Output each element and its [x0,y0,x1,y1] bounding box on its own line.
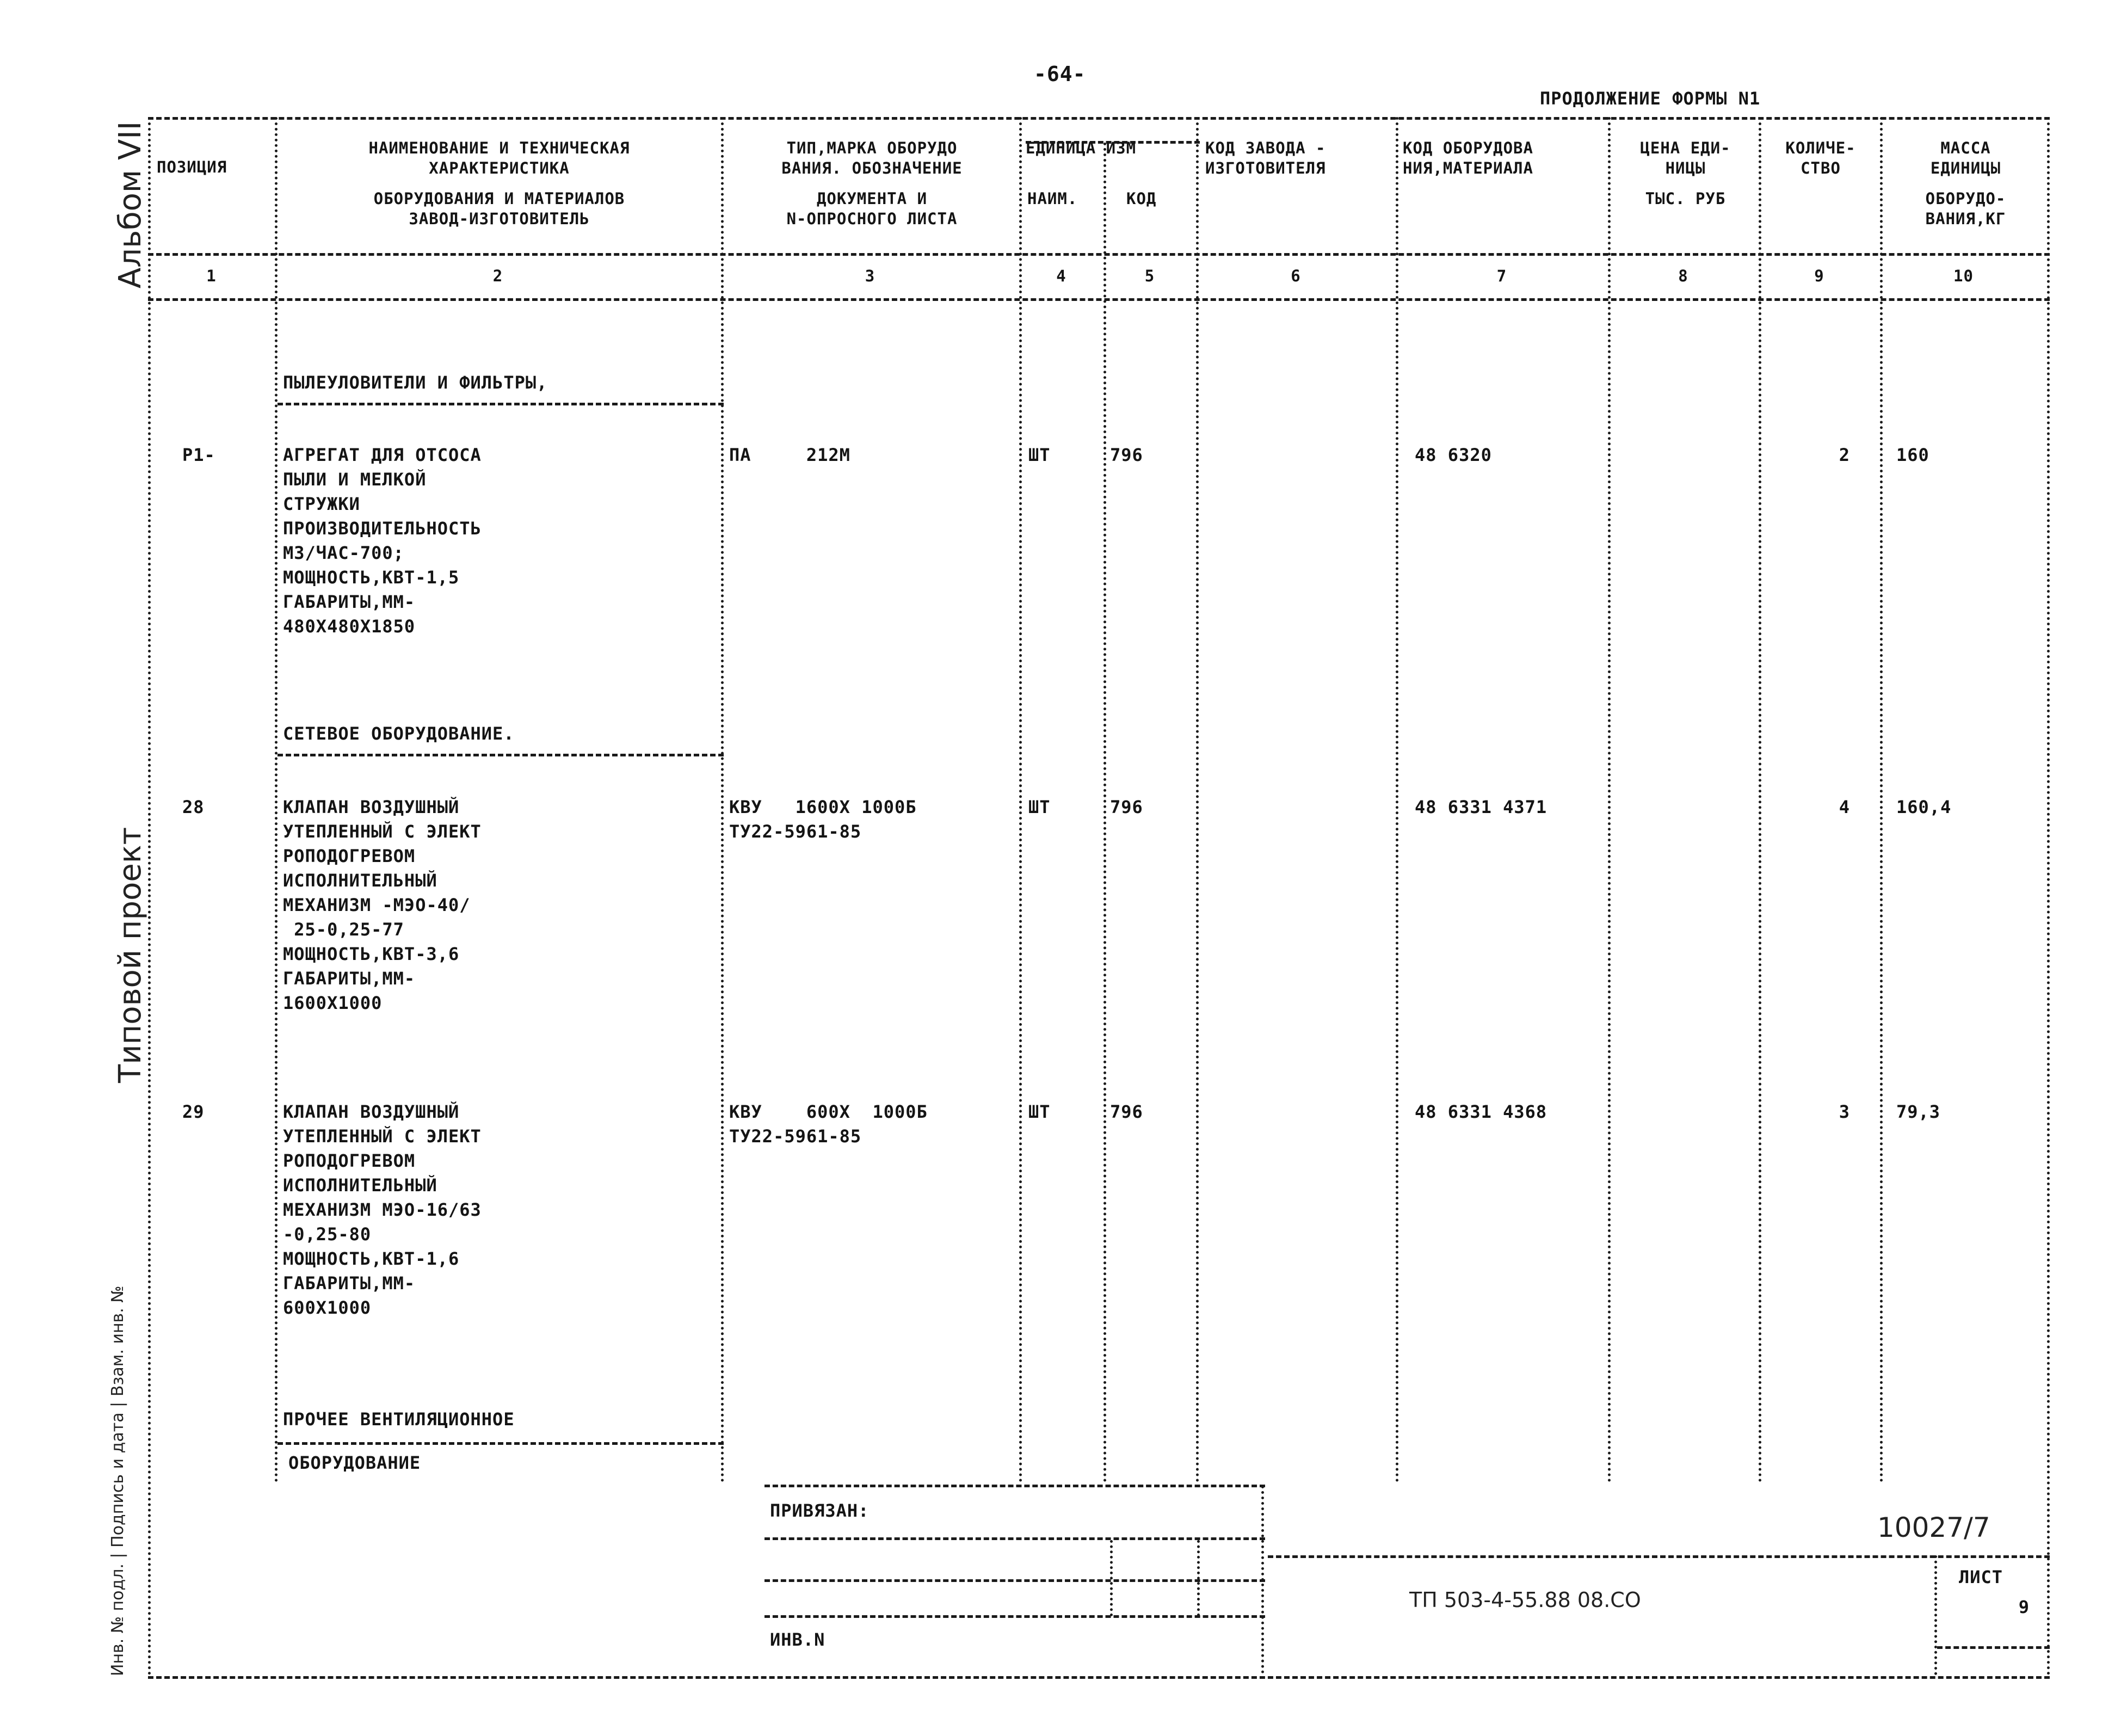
table-bottom-border [148,1676,2050,1679]
stamp-line [764,1537,1265,1540]
header-type-4: N-ОПРОСНОГО ЛИСТА [786,210,958,228]
row-position: 29 [182,1101,205,1122]
column-border [1608,117,1611,1483]
header-equip-code-2: НИЯ,МАТЕРИАЛА [1403,159,1533,177]
header-type-1: ТИП,МАРКА ОБОРУДО [786,139,958,157]
header-type-3: ДОКУМЕНТА И [816,189,928,208]
col-number-7: 7 [1496,267,1507,285]
section-underline [278,1442,724,1445]
col-number-5: 5 [1144,267,1155,285]
row-name-line: МЕХАНИЗМ МЭО-16/63 [283,1199,482,1220]
row-name-line: 480Х480Х1850 [283,616,416,637]
header-qty-1: КОЛИЧЕ- [1785,139,1856,157]
row-unit: ШТ [1028,1101,1051,1122]
header-qty-2: СТВО [1801,159,1841,177]
row-unit: ШТ [1028,445,1051,465]
header-price-1: ЦЕНА ЕДИ- [1640,139,1731,157]
col-number-9: 9 [1814,267,1824,285]
sheet-value: 9 [2018,1597,2030,1617]
section-underline [278,754,724,756]
section-heading: ПРОЧЕЕ ВЕНТИЛЯЦИОННОЕ [283,1409,515,1430]
column-border [721,117,724,1483]
row-name-line: КЛАПАН ВОЗДУШНЫЙ [283,1101,460,1122]
row-unit-code: 796 [1110,797,1143,817]
column-border [1759,117,1761,1483]
row-equip-code: 48 6320 [1415,445,1492,465]
row-name-line: ГАБАРИТЫ,ММ- [283,1273,416,1294]
header-factory-code-2: ИЗГОТОВИТЕЛЯ [1205,159,1326,177]
row-name-line: ПЫЛИ И МЕЛКОЙ [283,469,427,490]
row-name-line: ИСПОЛНИТЕЛЬНЫЙ [283,870,437,891]
header-type-2: ВАНИЯ. ОБОЗНАЧЕНИЕ [781,159,963,177]
header-mass-4: ВАНИЯ,КГ [1925,210,2006,228]
column-border [1196,117,1199,1483]
row-equip-code: 48 6331 4368 [1415,1101,1547,1122]
row-name-line: АГРЕГАТ ДЛЯ ОТСОСА [283,445,482,465]
row-type-line: КВУ 1600Х 1000Б [729,797,917,817]
header-name-1: НАИМЕНОВАНИЕ И ТЕХНИЧЕСКАЯ [368,139,630,157]
header-mass-1: МАССА [1940,139,1991,157]
row-name-line: ПРОИЗВОДИТЕЛЬНОСТЬ [283,518,482,539]
row-name-line: 25-0,25-77 [283,919,404,940]
column-border [2047,117,2050,1676]
row-name-line: МОЩНОСТЬ,КВТ-3,6 [283,944,460,964]
row-mass: 160,4 [1896,797,1952,817]
col-number-8: 8 [1678,267,1688,285]
stamp-border [1110,1540,1113,1616]
row-name-line: КЛАПАН ВОЗДУШНЫЙ [283,797,460,817]
column-border [1396,117,1398,1483]
row-unit: ШТ [1028,797,1051,817]
stamp-inv: ИНВ.N [770,1629,825,1650]
row-name-line: УТЕПЛЕННЫЙ С ЭЛЕКТ [283,821,482,842]
row-qty: 3 [1839,1101,1850,1122]
stamp-privyazan: ПРИВЯЗАН: [770,1500,870,1521]
row-mass: 79,3 [1896,1101,1941,1122]
column-border [148,117,151,1676]
header-mass-2: ЕДИНИЦЫ [1930,159,2001,177]
row-equip-code: 48 6331 4371 [1415,797,1547,817]
row-name-line: РОПОДОГРЕВОМ [283,1150,416,1171]
col-number-3: 3 [865,267,875,285]
numbers-bottom-border [148,298,2050,301]
stamp-line [1937,1646,2050,1649]
row-type-line: КВУ 600Х 1000Б [729,1101,928,1122]
section-heading: ОБОРУДОВАНИЕ [288,1452,421,1473]
header-bottom-border [148,253,2050,256]
table-top-border [148,117,2050,120]
column-border [275,117,278,1483]
row-name-line: ИСПОЛНИТЕЛЬНЫЙ [283,1175,437,1196]
header-name-3: ОБОРУДОВАНИЯ И МАТЕРИАЛОВ [373,189,625,208]
header-unit-code: КОД [1126,189,1157,208]
document-number: ТП 503-4-55.88 08.СО [1409,1588,1641,1612]
row-name-line: -0,25-80 [283,1224,372,1245]
row-mass: 160 [1896,445,1929,465]
section-heading: ПЫЛЕУЛОВИТЕЛИ И ФИЛЬТРЫ, [283,372,548,393]
stamp-line [764,1615,1265,1618]
project-label: Типовой проект [113,827,148,1083]
row-position: 28 [182,797,205,817]
header-name-4: ЗАВОД-ИЗГОТОВИТЕЛЬ [409,210,590,228]
column-border [1019,117,1022,1483]
section-underline [278,403,724,405]
column-border [1103,143,1106,1483]
row-name-line: МОЩНОСТЬ,КВТ-1,5 [283,567,460,588]
column-border [1880,117,1883,1483]
row-name-line: МЕХАНИЗМ -МЭО-40/ [283,895,471,915]
row-qty: 4 [1839,797,1850,817]
header-position: ПОЗИЦИЯ [157,158,227,176]
row-name-line: М3/ЧАС-700; [283,543,404,563]
col-number-6: 6 [1291,267,1301,285]
header-unit-name: НАИМ. [1027,189,1078,208]
col-number-2: 2 [492,267,503,285]
header-price-2: НИЦЫ [1665,159,1706,177]
row-unit-code: 796 [1110,1101,1143,1122]
stamp-border [1261,1486,1264,1673]
row-position: Р1- [182,445,215,465]
stamp-line [1268,1555,2050,1558]
stamp-border [1934,1555,1937,1675]
col-number-10: 10 [1953,267,1974,285]
stamp-line [764,1579,1265,1582]
header-mass-3: ОБОРУДО- [1925,189,2006,208]
header-equip-code-1: КОД ОБОРУДОВА [1403,139,1533,157]
section-heading: СЕТЕВОЕ ОБОРУДОВАНИЕ. [283,723,515,744]
sheet-label: ЛИСТ [1959,1567,2003,1587]
row-name-line: МОЩНОСТЬ,КВТ-1,6 [283,1248,460,1269]
row-name-line: УТЕПЛЕННЫЙ С ЭЛЕКТ [283,1126,482,1147]
row-name-line: 600Х1000 [283,1297,372,1318]
stamp-border [1197,1540,1200,1616]
header-price-3: ТЫС. РУБ [1645,189,1726,208]
header-unit: ЕДИНИЦА ИЗМ [1026,139,1137,157]
header-name-2: ХАРАКТЕРИСТИКА [429,159,570,177]
row-unit-code: 796 [1110,445,1143,465]
row-qty: 2 [1839,445,1850,465]
row-name-line: ГАБАРИТЫ,ММ- [283,592,416,612]
row-type-line: ПА 212М [729,445,850,465]
header-factory-code-1: КОД ЗАВОДА - [1205,139,1326,157]
row-type-line: ТУ22-5961-85 [729,1126,862,1147]
row-name-line: СТРУЖКИ [283,494,360,514]
row-name-line: ГАБАРИТЫ,ММ- [283,968,416,989]
col-number-1: 1 [206,267,217,285]
handwritten-number: 10027/7 [1877,1512,1990,1543]
row-name-line: 1600Х1000 [283,993,383,1013]
album-label: Альбом VII [113,121,148,288]
page-number: -64- [1034,62,1086,86]
col-number-4: 4 [1056,267,1066,285]
stamp-line [764,1485,1265,1487]
continuation-title: ПРОДОЛЖЕНИЕ ФОРМЫ N1 [1540,88,1761,109]
row-type-line: ТУ22-5961-85 [729,821,862,842]
row-name-line: РОПОДОГРЕВОМ [283,846,416,866]
margin-stamp-labels: Инв. № подл. | Подпись и дата | Взам. инв. № [108,1285,127,1676]
